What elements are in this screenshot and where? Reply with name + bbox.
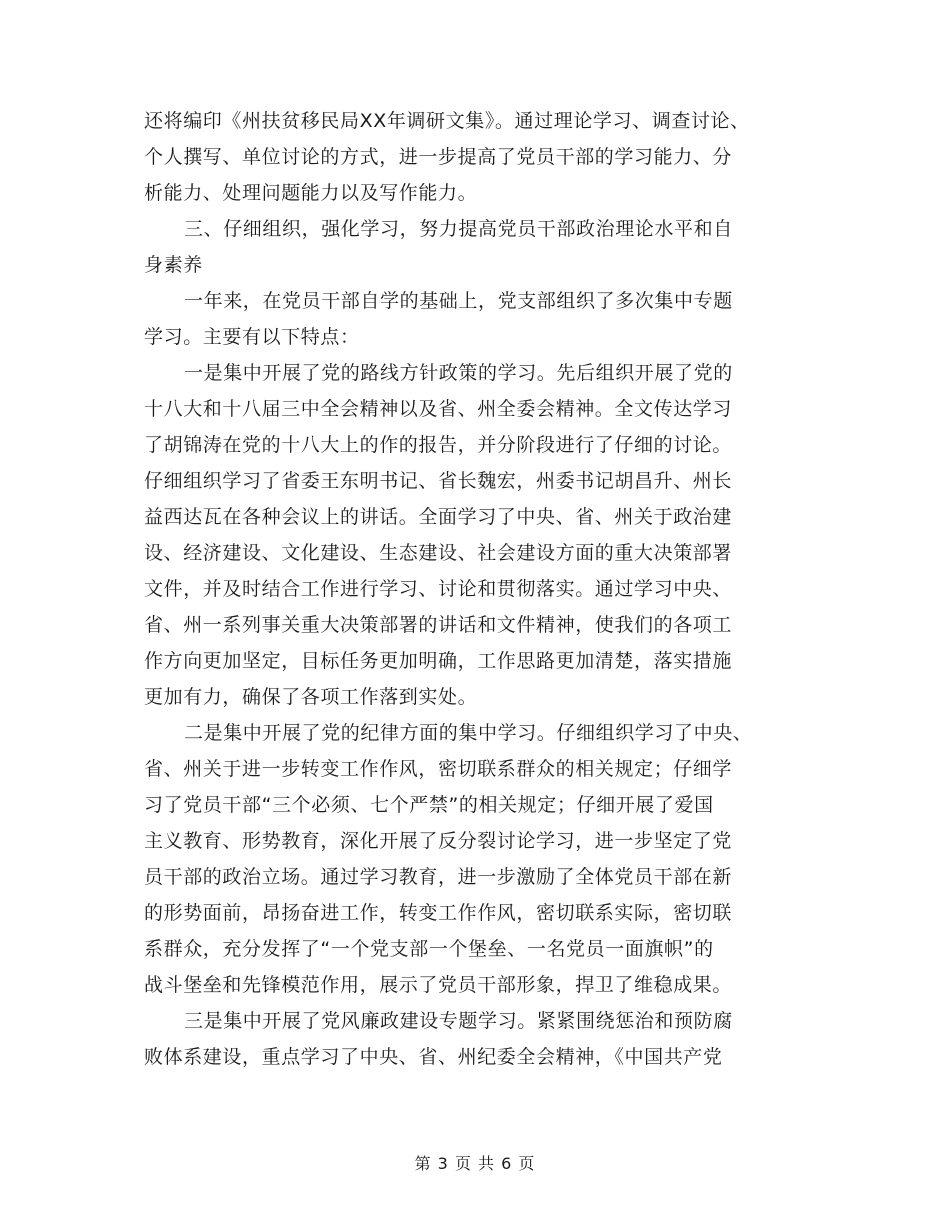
text-line: 十八大和十八届三中全会精神以及省、州全委会精神。全文传达学习	[144, 398, 733, 420]
text-line: 一年来，在党员干部自学的基础上，党支部组织了多次集中专题	[184, 290, 733, 312]
text-line: 作方向更加坚定，目标任务更加明确，工作思路更加清楚，落实措施	[144, 650, 733, 672]
text-line: 身素养	[144, 254, 203, 276]
text-line: 析能力、处理问题能力以及写作能力。	[144, 182, 478, 204]
text-line: 学习。主要有以下特点：	[144, 326, 360, 348]
text-line: 战斗堡垒和先锋模范作用，展示了党员干部形象，捍卫了维稳成果。	[144, 974, 733, 996]
text-line: 主义教育、形势教育，深化开展了反分裂讨论学习，进一步坚定了党	[144, 830, 733, 852]
text-line: 仔细组织学习了省委王东明书记、省长魏宏，州委书记胡昌升、州长	[144, 470, 733, 492]
text-line: 败体系建设，重点学习了中央、省、州纪委全会精神，《中国共产党	[144, 1046, 723, 1068]
text-line: 文件，并及时结合工作进行学习、讨论和贯彻落实。通过学习中央、	[144, 578, 733, 600]
document-body	[144, 103, 814, 1075]
text-line: 省、州关于进一步转变工作作风，密切联系群众的相关规定；仔细学	[144, 758, 733, 780]
text-line: 二是集中开展了党的纪律方面的集中学习。仔细组织学习了中央、	[184, 722, 753, 744]
text-line: 三是集中开展了党风廉政建设专题学习。紧紧围绕惩治和预防腐	[184, 1010, 733, 1032]
text-line: 员干部的政治立场。通过学习教育，进一步激励了全体党员干部在新	[144, 866, 733, 888]
text-line: 三、仔细组织，强化学习，努力提高党员干部政治理论水平和自	[184, 218, 733, 240]
text-line: 益西达瓦在各种会议上的讲话。全面学习了中央、省、州关于政治建	[144, 506, 733, 528]
text-line: 系群众，充分发挥了“一个党支部一个堡垒、一名党员一面旗帜”的	[144, 938, 714, 960]
text-line: 更加有力，确保了各项工作落到实处。	[144, 686, 478, 708]
text-line: 了胡锦涛在党的十八大上的作的报告，并分阶段进行了仔细的讨论。	[144, 434, 733, 456]
text-line: 习了党员干部“三个必须、七个严禁”的相关规定；仔细开展了爱国	[144, 794, 714, 816]
text-line: 省、州一系列事关重大决策部署的讲话和文件精神，使我们的各项工	[144, 614, 733, 636]
page-footer: 第 3 页 共 6 页	[414, 1154, 536, 1173]
text-line: 的形势面前，昂扬奋进工作，转变工作作风，密切联系实际，密切联	[144, 902, 733, 924]
text-line: 个人撰写、单位讨论的方式，进一步提高了党员干部的学习能力、分	[144, 146, 733, 168]
text-line: 设、经济建设、文化建设、生态建设、社会建设方面的重大决策部署	[144, 542, 733, 564]
text-line: 一是集中开展了党的路线方针政策的学习。先后组织开展了党的	[184, 362, 733, 384]
text-line: 还将编印《州扶贫移民局XX年调研文集》。通过理论学习、调查讨论、	[144, 110, 750, 132]
